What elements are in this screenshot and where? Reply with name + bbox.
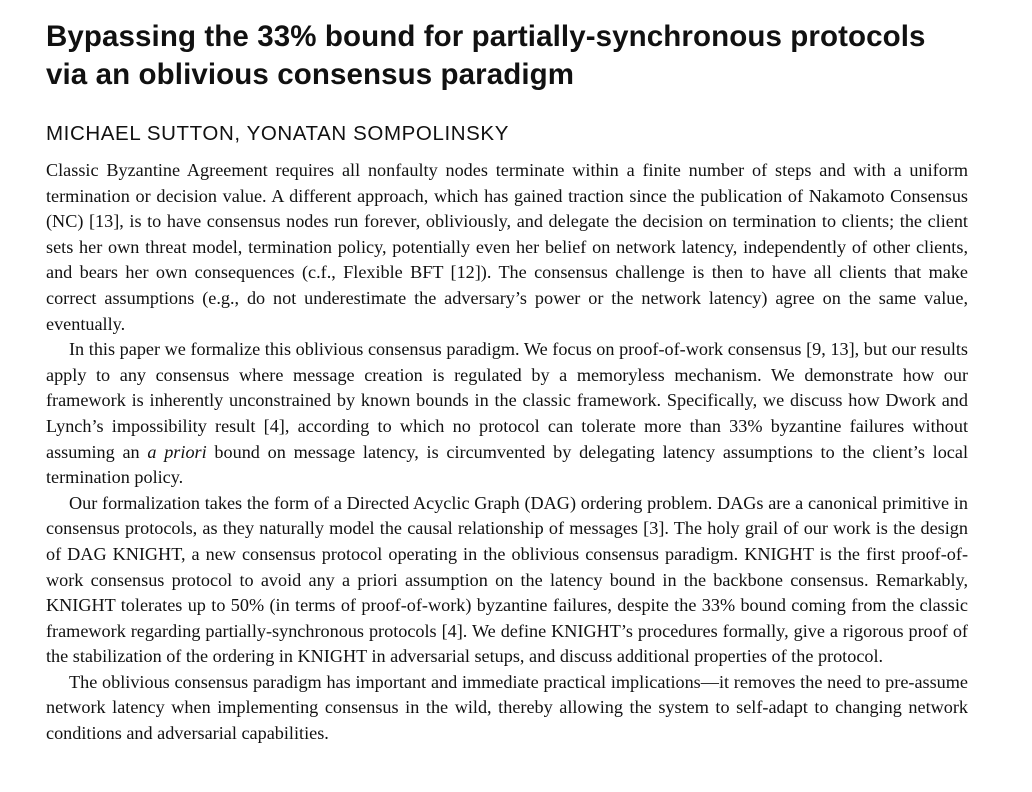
abstract-paragraph-4: The oblivious consensus paradigm has important and immediate practical implications—it removes the need to pre-assume network latency when implementing consensus in the wild, thereby allowing the system to self-adapt to changing network conditions and adversarial capabilities. <box>46 671 968 744</box>
abstract-paragraph-2-text-b: bound on message latency, is circumvented by delegating latency assumptions to the client’s local termination policy. <box>46 441 968 488</box>
abstract-paragraph-2 <box>46 337 968 491</box>
paper-page <box>46 18 968 747</box>
paper-authors: MICHAEL SUTTON, YONATAN SOMPOLINSKY <box>46 122 509 145</box>
abstract-paragraph-2-text-a: In this paper we formalize this oblivious consensus paradigm. We focus on proof-of-work consensus [9, 13], but our results apply to any consensus where message creation is regulated by a memoryless mechanism. We demonstrate how our framework is inherently unconstrained by known bounds in the classic framework. Specifically, we discuss how Dwork and Lynch’s impossibility result [4], according to which no protocol can tolerate more than 33% byzantine failures without assuming an <box>46 339 968 462</box>
abstract <box>46 158 968 747</box>
abstract-paragraph-3: Our formalization takes the form of a Directed Acyclic Graph (DAG) ordering problem. DAGs are a canonical primitive in consensus protocols, as they naturally model the causal relationship of messages [3]. The holy grail of our work is the design of DAG KNIGHT, a new consensus protocol operating in the oblivious consensus paradigm. KNIGHT is the first proof-of-work consensus protocol to avoid any a priori assumption on the latency bound in the backbone consensus. Remarkably, KNIGHT tolerates up to 50% (in terms of proof-of-work) byzantine failures, despite the 33% bound coming from the classic framework regarding partially-synchronous protocols [4]. We define KNIGHT’s procedures formally, give a rigorous proof of the stabilization of the ordering in KNIGHT in adversarial setups, and discuss additional properties of the protocol. <box>46 492 968 667</box>
paper-title: Bypassing the 33% bound for partially-synchronous protocols via an oblivious consensus paradigm <box>46 20 926 91</box>
abstract-paragraph-2-italic: a priori <box>147 441 207 462</box>
abstract-paragraph-1: Classic Byzantine Agreement requires all nonfaulty nodes terminate within a finite number of steps and with a uniform termination or decision value. A different approach, which has gained traction since the publication of Nakamoto Consensus (NC) [13], is to have consensus nodes run forever, obliviously, and delegate the decision on termination to clients; the client sets her own threat model, termination policy, potentially even her belief on network latency, independently of other clients, and bears her own consequences (c.f., Flexible BFT [12]). The consensus challenge is then to have all clients that make correct assumptions (e.g., do not underestimate the adversary’s power or the network latency) agree on the same value, eventually. <box>46 160 968 334</box>
